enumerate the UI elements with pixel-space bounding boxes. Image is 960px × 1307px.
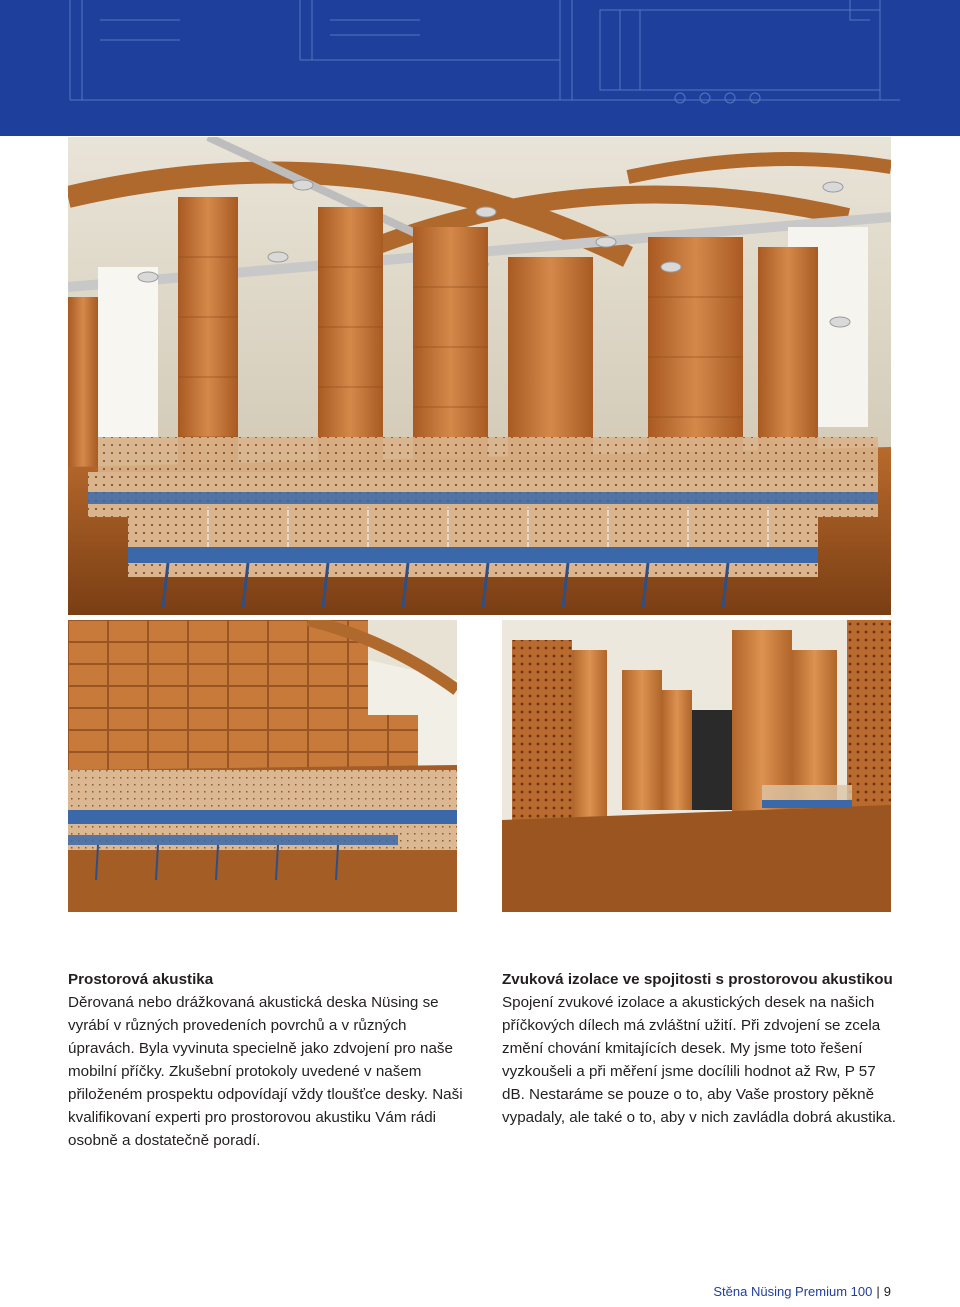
blueprint-drawing <box>0 0 960 136</box>
header-band <box>0 0 960 136</box>
right-text-column <box>502 968 897 1129</box>
section-heading-room-acoustics: Prostorová akustika <box>68 971 214 988</box>
section-body-room-acoustics: Děrovaná nebo drážkovaná akustická deska Nüsing se vyrábí v různých provedeních povrchů a v různých úpravách. Byla vyvinuta specielně jako zdvojení pro naše mobilní příčky. Zkušební protokoly uvedené v našem přiloženém prospektu odpovídají vždy tloušťce desky. Naši kvalifikovaní experti pro prostorovou akustiku Vám rádi osobně a dostatečně poradí. <box>68 994 463 1149</box>
section-body-sound-insulation: Spojení zvukové izolace a akustických desek na našich příčkových dílech má zvláštní užití. Při zdvojení se zcela změní chování kmitajících desek. My jsme toto řešení vyzkoušeli a při měření jsme docílili hodnot až Rw, P 57 dB. Nestaráme se pouze o to, aby Vaše prostory pěkně vypadaly, ale také o to, aby v nich zavládla dobrá akustika. <box>502 994 896 1126</box>
right-photo <box>502 620 891 912</box>
footer-brand: Stěna Nüsing Premium 100 <box>713 1284 873 1299</box>
left-text-column <box>68 968 468 1152</box>
page-footer <box>713 1284 891 1300</box>
lecture-hall-photo <box>68 137 891 615</box>
left-photo <box>68 620 457 912</box>
section-heading-sound-insulation: Zvuková izolace ve spojitosti s prostorovou akustikou <box>502 971 893 988</box>
main-photo <box>68 137 891 615</box>
acoustic-wall-hall-photo <box>68 620 457 912</box>
footer-separator: | <box>876 1284 880 1299</box>
page-number: 9 <box>883 1284 891 1299</box>
partition-panels-photo <box>502 620 891 912</box>
